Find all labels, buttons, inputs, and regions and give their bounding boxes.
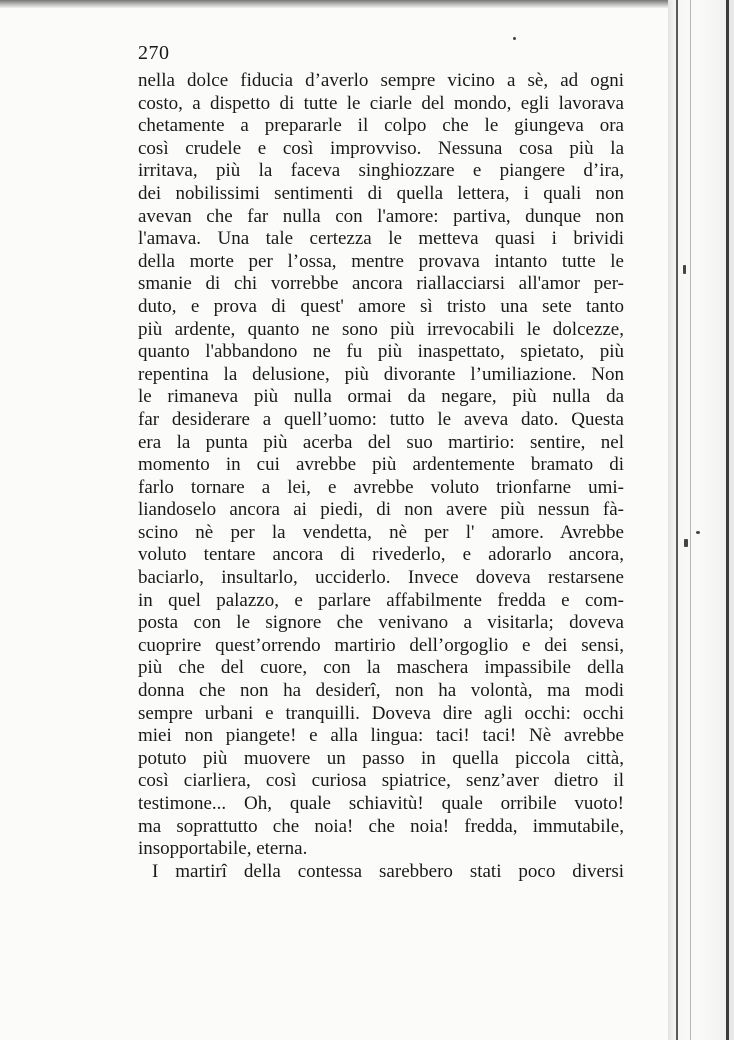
text-line: in quel palazzo, e parlare affabilmente fredda e com-: [138, 589, 624, 611]
text-line: posta con le signore che venivano a visitarla; doveva: [138, 612, 624, 634]
text-line: irritava, più la faceva singhiozzare e piangere d’ira,: [138, 160, 624, 182]
page-edge-line-faint: [690, 0, 691, 1040]
text-line: smanie di chi vorrebbe ancora riallacciarsi all'amor per-: [138, 273, 624, 295]
text-line: liandoselo ancora ai piedi, di non avere più nessun fà-: [138, 499, 624, 521]
paragraph-last-line: insopportabile, eterna.: [138, 838, 308, 860]
text-line: ma soprattutto che noia! che noia! fredda, immutabile,: [138, 815, 624, 837]
text-line: così ciarliera, così curiosa spiatrice, senz’aver dietro il: [138, 770, 624, 792]
body-text: [138, 70, 624, 883]
text-line: sempre urbani e tranquilli. Doveva dire agli occhi: occhi: [138, 702, 624, 724]
text-line: cuoprire quest’orrendo martirio dell’orgoglio e dei sensi,: [138, 634, 624, 656]
text-line: testimone... Oh, quale schiavitù! quale orribile vuoto!: [138, 793, 624, 814]
text-line: l'amava. Una tale certezza le metteva quasi i brividi: [138, 228, 624, 250]
text-line: più ardente, quanto ne sono più irrevocabili le dolcezze,: [138, 318, 624, 340]
page-edge-line: [676, 0, 678, 1040]
scan-speck: [696, 531, 700, 534]
text-line: far desiderare a quell’uomo: tutto le aveva dato. Questa: [138, 408, 624, 430]
text-line: quanto l'abbandono ne fu più inaspettato, spietato, più: [138, 341, 624, 363]
text-line: nella dolce fiducia d’averlo sempre vicino a sè, ad ogni: [138, 70, 624, 91]
text-line: chetamente a prepararle il colpo che le giungeva ora: [138, 115, 624, 137]
text-line: dei nobilissimi sentimenti di quella lettera, i quali non: [138, 182, 624, 204]
scan-speck: [684, 539, 688, 547]
scan-speck: [513, 37, 516, 40]
text-line: avevan che far nulla con l'amore: partiva, dunque non: [138, 205, 624, 227]
text-line: le rimaneva più nulla ormai da negare, più nulla da: [138, 386, 624, 408]
text-line: momento in cui avrebbe più ardentemente bramato di: [138, 454, 624, 476]
text-line: duto, e prova di quest' amore sì tristo una sete tanto: [138, 295, 624, 317]
text-line: della morte per l’ossa, mentre provava intanto tutte le: [138, 250, 624, 272]
text-line: repentina la delusione, più divorante l’umiliazione. Non: [138, 363, 624, 385]
text-line: era la punta più acerba del suo martirio: sentire, nel: [138, 431, 624, 453]
text-line: farlo tornare a lei, e avrebbe voluto trionfarne umi-: [138, 476, 624, 498]
text-line: così crudele e così improvviso. Nessuna cosa più la: [138, 137, 624, 159]
text-line: potuto più muovere un passo in quella piccola città,: [138, 747, 624, 769]
text-line: più che del cuore, con la maschera impassibile della: [138, 657, 624, 679]
text-line: baciarlo, insultarlo, ucciderlo. Invece doveva restarsene: [138, 567, 624, 589]
scan-top-edge: [0, 0, 680, 8]
text-line: scino nè per la vendetta, nè per l' amore. Avrebbe: [138, 521, 624, 543]
text-line: donna che non ha desiderî, non ha volontà, ma modi: [138, 680, 624, 702]
text-line: costo, a dispetto di tutte le ciarle del mondo, egli lavorava: [138, 92, 624, 114]
text-line: miei non piangete! e alla lingua: taci! taci! Nè avrebbe: [138, 725, 624, 747]
scan-right-shadow: [729, 0, 734, 1040]
text-line: voluto tentare ancora di rivederlo, e adorarlo ancora,: [138, 544, 624, 566]
page-number: 270: [138, 42, 170, 64]
paragraph-first-line: I martirî della contessa sarebbero stati poco diversi: [152, 860, 624, 882]
scan-speck: [683, 265, 686, 274]
